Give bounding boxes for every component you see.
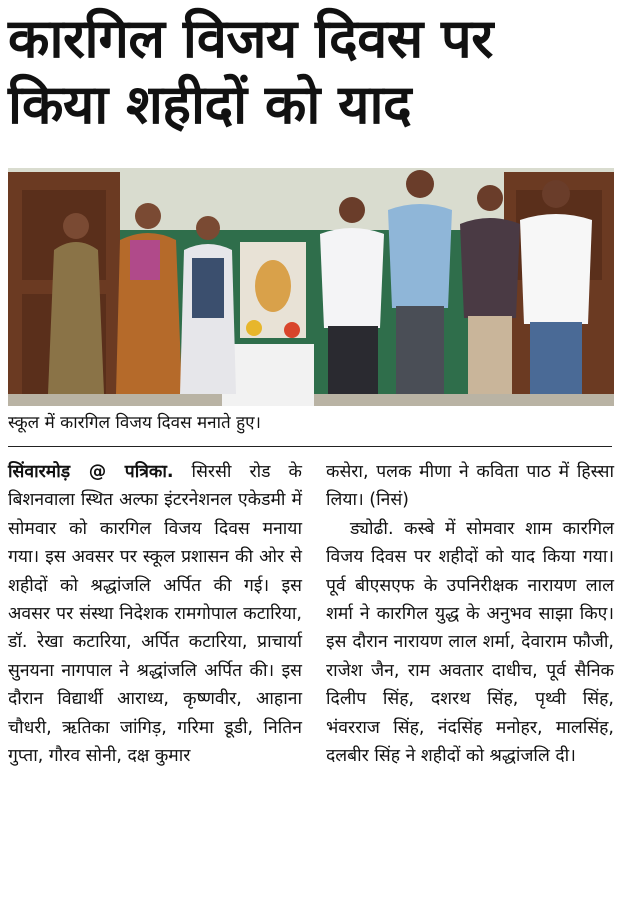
headline — [8, 6, 612, 138]
story-1-continuation: कसेरा, पलक मीणा ने कविता पाठ में हिस्सा लिया। (निसं) — [326, 462, 614, 511]
story-1-paragraph — [8, 458, 302, 770]
headline-line-1: कारगिल विजय दिवस पर — [8, 7, 493, 70]
story-2-paragraph: ड्योढी. कस्बे में सोमवार शाम कारगिल विजय दिवस पर शहीदों को याद किया गया। पूर्व बीएसएफ के उपनिरीक्षक नारायण लाल शर्मा ने कारगिल युद्ध के अनुभव साझा किए। इस दौरान नारायण लाल शर्मा, देवाराम फौजी, राजेश जैन, राम अवतार दाधीच, पूर्व सैनिक दिलीप सिंह, दशरथ सिंह, पृथ्वी सिंह, भंवरराज सिंह, नंदसिंह मनोहर, मालसिंह, दलबीर सिंह ने शहीदों को श्रद्धांजलि दी। — [326, 518, 614, 767]
article-column-left — [8, 458, 302, 770]
article-column-right — [326, 458, 614, 770]
story-1-text-left: सिरसी रोड के बिशनवाला स्थित अल्फा इंटरनेशनल एकेडमी में सोमवार को कारगिल विजय दिवस मनाया गया। इस अवसर पर स्कूल प्रशासन की ओर से शहीदों को श्रद्धांजलि अर्पित की गई। इस अवसर पर संस्था निदेशक रामगोपाल कटारिया, डॉ. रेखा कटारिया, अर्पित कटारिया, प्राचार्या सुनयना नागपाल ने श्रद्धांजलि अर्पित की। इस दौरान विद्यार्थी आराध्य, कृष्णवीर, आहाना चौधरी, ऋतिका जांगिड़, गरिमा डूडी, नितिन गुप्ता, गौरव सोनी, दक्ष कुमार — [8, 462, 302, 767]
photo-altar-table — [222, 344, 314, 406]
headline-line-2: किया शहीदों को याद — [8, 73, 412, 136]
dateline: सिंवारमोड़ @ पत्रिका. — [8, 462, 174, 482]
photo-illustration — [8, 168, 614, 406]
news-photo — [8, 168, 614, 406]
caption-divider — [8, 446, 612, 447]
photo-caption: स्कूल में कारगिल विजय दिवस मनाते हुए। — [8, 413, 261, 433]
